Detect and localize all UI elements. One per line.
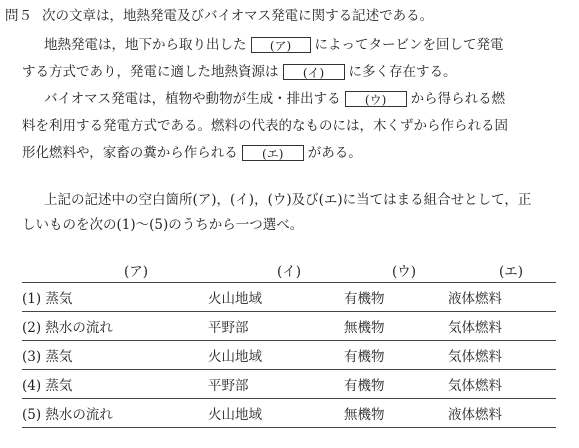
table-row bbox=[22, 341, 556, 370]
paragraph-text: バイオマス発電は，植物や動物が生成・排出する bbox=[44, 91, 341, 107]
choice-cell: 気体燃料 bbox=[448, 341, 556, 370]
paragraph-text: がある。 bbox=[307, 145, 362, 161]
choice-cell: (5) 熱水の流れ bbox=[22, 399, 208, 428]
question-number: 問５ bbox=[5, 8, 32, 24]
column-header: (ウ) bbox=[391, 264, 417, 280]
question-header bbox=[5, 6, 433, 26]
table-row bbox=[22, 370, 556, 399]
choice-cell: 平野部 bbox=[208, 370, 344, 399]
choice-cell: 液体燃料 bbox=[448, 399, 556, 428]
choice-cell: 無機物 bbox=[344, 312, 448, 341]
paragraph-text: に多く存在する。 bbox=[348, 64, 457, 80]
choice-cell: 有機物 bbox=[344, 341, 448, 370]
paragraph-text: 地熱発電は，地下から取り出した bbox=[44, 37, 247, 53]
choice-cell: 気体燃料 bbox=[448, 370, 556, 399]
paragraph-line-4 bbox=[22, 116, 508, 136]
instruction-line-1: 上記の記述中の空白箇所(ア)，(イ)，(ウ)及び(エ)に当てはまる組合せとして，正 bbox=[44, 192, 532, 208]
choice-cell: 火山地域 bbox=[208, 399, 344, 428]
paragraph-text: 料を利用する発電方式である。燃料の代表的なものには，木くずから作られる固 bbox=[22, 118, 508, 134]
paragraph-text: によってタービンを回して発電 bbox=[314, 37, 504, 53]
paragraph-text: 形化燃料や，家畜の糞から作られる bbox=[22, 145, 238, 161]
paragraph-line-5 bbox=[22, 143, 362, 163]
table-header-row bbox=[22, 258, 556, 283]
choice-cell: (3) 蒸気 bbox=[22, 341, 208, 370]
paragraph-text: する方式であり，発電に適した地熱資源は bbox=[22, 64, 279, 80]
choice-cell: 有機物 bbox=[344, 283, 448, 312]
column-header: (イ) bbox=[276, 264, 302, 280]
question-lead: 次の文章は，地熱発電及びバイオマス発電に関する記述である。 bbox=[42, 8, 434, 24]
choice-cell: 平野部 bbox=[208, 312, 344, 341]
choice-cell: 気体燃料 bbox=[448, 312, 556, 341]
table-row bbox=[22, 399, 556, 428]
blank-box-u: (ウ) bbox=[345, 91, 407, 107]
column-header: (エ) bbox=[498, 264, 524, 280]
instruction-line-2: しいものを次の(1)～(5)のうちから一つ選べ。 bbox=[22, 217, 304, 233]
choice-cell: (4) 蒸気 bbox=[22, 370, 208, 399]
choice-cell: 有機物 bbox=[344, 370, 448, 399]
choice-cell: (1) 蒸気 bbox=[22, 283, 208, 312]
paragraph-text: から得られる燃 bbox=[410, 91, 506, 107]
column-header: (ア) bbox=[123, 264, 149, 280]
choice-cell: 液体燃料 bbox=[448, 283, 556, 312]
blank-box-a: (ア) bbox=[251, 37, 311, 53]
choice-cell: 火山地域 bbox=[208, 341, 344, 370]
blank-box-e: (エ) bbox=[242, 145, 304, 161]
paragraph-line-3 bbox=[44, 89, 505, 109]
choice-cell: 火山地域 bbox=[208, 283, 344, 312]
blank-box-i: (イ) bbox=[283, 64, 345, 80]
choice-cell: (2) 熱水の流れ bbox=[22, 312, 208, 341]
answer-choices-table bbox=[22, 258, 556, 428]
table-row bbox=[22, 283, 556, 312]
paragraph-line-1 bbox=[44, 35, 504, 55]
paragraph-line-2 bbox=[22, 62, 457, 82]
choice-cell: 無機物 bbox=[344, 399, 448, 428]
table-row bbox=[22, 312, 556, 341]
